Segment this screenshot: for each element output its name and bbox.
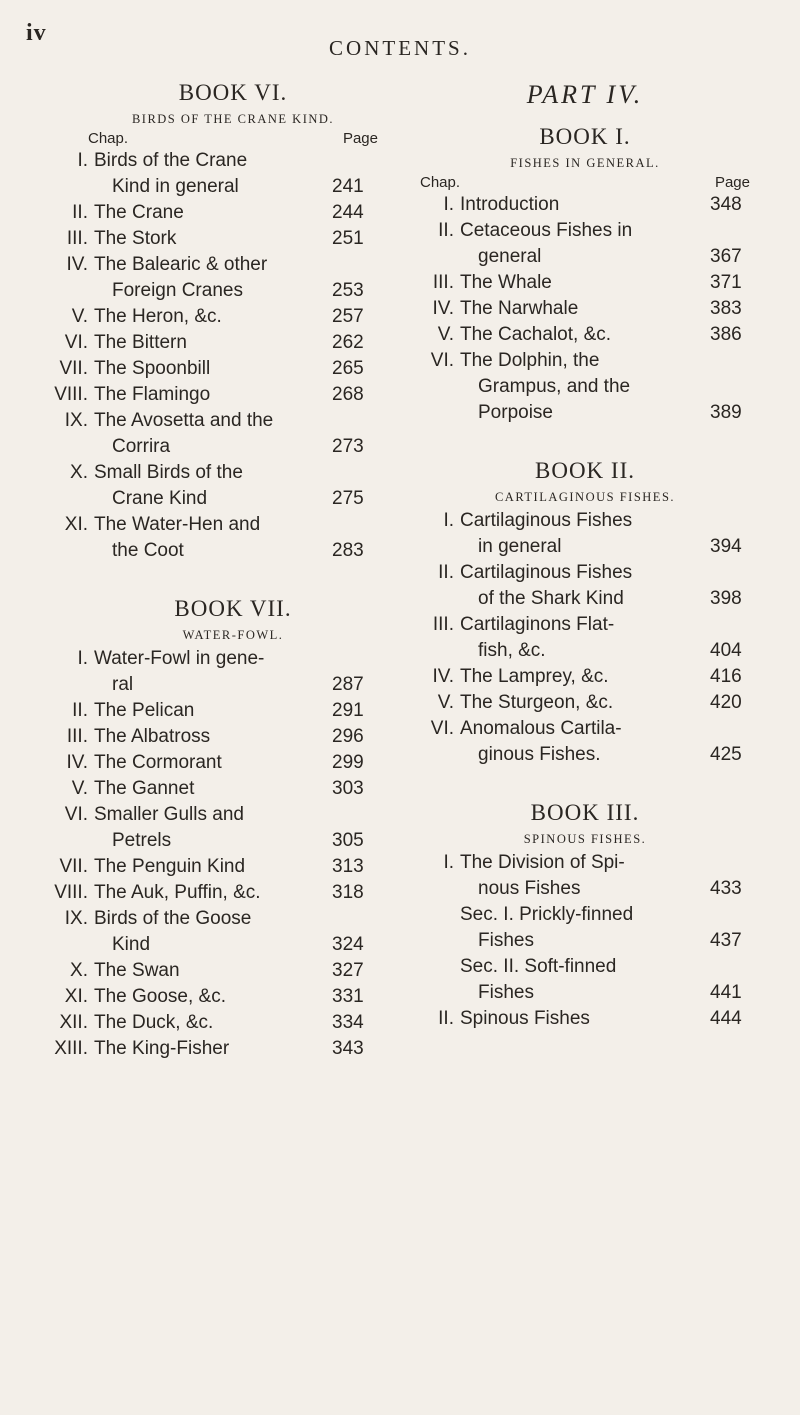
page-ref: 324	[332, 934, 364, 955]
page-number: iv	[26, 20, 47, 46]
page-ref: 265	[332, 358, 364, 379]
chapter-title-line: Corrira	[112, 436, 171, 457]
toc-entry	[64, 802, 378, 854]
chapter-title	[94, 408, 326, 460]
chapter-title-line: Cartilaginous Fishes	[460, 510, 633, 531]
chapter-title	[460, 664, 704, 690]
toc-entry	[77, 148, 378, 200]
chapter-title	[460, 270, 704, 296]
chapter-title-line: The Sturgeon, &c.	[460, 692, 614, 713]
chapter-number: III.	[66, 228, 88, 249]
toc-entry	[420, 192, 750, 218]
right-column	[420, 78, 750, 1032]
toc-entry	[420, 296, 750, 322]
chapter-title-line: of the Shark Kind	[478, 588, 624, 609]
chapter-title-line: The Lamprey, &c.	[460, 666, 609, 687]
chapter-title	[94, 304, 326, 330]
book-gap	[420, 426, 750, 456]
chapter-title	[94, 252, 326, 304]
chapter-title	[94, 984, 326, 1010]
page-ref: 416	[710, 666, 742, 687]
chapter-number: IX.	[64, 908, 88, 929]
toc-entry	[54, 1036, 378, 1062]
book-subtitle: SPINOUS FISHES.	[523, 832, 647, 846]
chapter-title-line: Sec. I. Prickly-finned	[460, 904, 634, 925]
chapter-title-line: The Avosetta and the	[94, 410, 274, 431]
page-ref: 444	[710, 1008, 742, 1029]
chapter-title-line: Introduction	[460, 194, 560, 215]
chapter-number: I.	[443, 510, 454, 531]
page-ref: 313	[332, 856, 364, 877]
chapter-title	[94, 460, 326, 512]
toc-entry	[71, 776, 378, 802]
chapter-number: VII.	[59, 856, 88, 877]
chapter-title-line: Cetaceous Fishes in	[460, 220, 633, 241]
chapter-number: III.	[432, 614, 454, 635]
toc-entry	[420, 690, 750, 716]
book-subtitle: FISHES IN GENERAL.	[510, 156, 660, 170]
book-title: BOOK II.	[535, 458, 635, 483]
chapter-title	[460, 322, 704, 348]
page-ref: 241	[332, 176, 364, 197]
chapter-title-line: ral	[112, 674, 134, 695]
toc-entry	[54, 382, 378, 408]
page-ref: 367	[710, 246, 742, 267]
page-ref: 283	[332, 540, 364, 561]
page-ref: 296	[332, 726, 364, 747]
chapter-number: VI.	[64, 804, 88, 825]
book-subtitle: WATER-FOWL.	[182, 628, 284, 642]
chapter-number: IX.	[64, 410, 88, 431]
chapter-title-line: The Pelican	[94, 700, 195, 721]
page-ref: 386	[710, 324, 742, 345]
chapter-title-line: Spinous Fishes	[460, 1008, 590, 1029]
toc-entry	[420, 508, 750, 560]
toc-entry	[64, 330, 378, 356]
chapter-title	[94, 1010, 326, 1036]
left-column	[54, 78, 378, 1062]
chapter-number: X.	[70, 462, 88, 483]
chapter-number: III.	[66, 726, 88, 747]
running-title: CONTENTS.	[329, 36, 471, 60]
chapter-title-line: The Goose, &c.	[94, 986, 227, 1007]
chapter-number: I.	[443, 194, 454, 215]
page-ref: 433	[710, 878, 742, 899]
chapter-title-line: The Bittern	[94, 332, 187, 353]
toc-entry	[66, 226, 378, 252]
chapter-column-headers	[420, 174, 750, 192]
toc-entry	[420, 322, 750, 348]
chapter-number: V.	[437, 692, 454, 713]
page-ref: 244	[332, 202, 364, 223]
chap-label: Chap.	[420, 174, 461, 191]
chapter-title-line: The Narwhale	[460, 298, 579, 319]
book-title: BOOK I.	[539, 124, 631, 149]
page-ref: 262	[332, 332, 364, 353]
chapter-title	[94, 646, 326, 698]
chapter-title	[94, 724, 326, 750]
chapter-title-line: Petrels	[112, 830, 172, 851]
page-ref: 303	[332, 778, 364, 799]
chapter-title	[460, 1006, 704, 1032]
chapter-title-line: The Cormorant	[94, 752, 222, 773]
chapter-title-line: Birds of the Crane	[94, 150, 248, 171]
book-subtitle: BIRDS OF THE CRANE KIND.	[131, 112, 335, 126]
chapter-title	[460, 218, 704, 270]
chapter-title	[94, 200, 326, 226]
chapter-number: V.	[437, 324, 454, 345]
chapter-number: II.	[438, 562, 454, 583]
page-ref: 253	[332, 280, 364, 301]
toc-entry	[64, 512, 378, 564]
toc-entry	[59, 356, 378, 382]
chapter-title-line: The Duck, &c.	[94, 1012, 214, 1033]
chapter-title-line: Cartilaginons Flat-	[460, 614, 615, 635]
chapter-title	[460, 954, 704, 1006]
toc-entry	[420, 270, 750, 296]
chapter-number: IV.	[432, 298, 454, 319]
toc-entry	[59, 854, 378, 880]
page-ref: 275	[332, 488, 364, 509]
chapter-number: VII.	[59, 358, 88, 379]
page-ref: 420	[710, 692, 742, 713]
toc-entry	[64, 984, 378, 1010]
chapter-number: I.	[443, 852, 454, 873]
chapter-title	[94, 802, 326, 854]
chapter-title-line: The Balearic & other	[94, 254, 268, 275]
chapter-title-line: The Heron, &c.	[94, 306, 222, 327]
toc-entry	[54, 880, 378, 906]
chapter-title	[94, 382, 326, 408]
chapter-number: II.	[438, 220, 454, 241]
page-ref: 287	[332, 674, 364, 695]
chapter-number: I.	[77, 150, 88, 171]
chapter-title	[460, 612, 704, 664]
page-ref: 273	[332, 436, 364, 457]
page-ref: 389	[710, 402, 742, 423]
book-gap	[88, 564, 378, 594]
chapter-title-line: general	[478, 246, 542, 267]
page-ref: 348	[710, 194, 742, 215]
toc-entry	[72, 698, 378, 724]
chapter-title	[460, 192, 704, 218]
chapter-title	[94, 776, 326, 802]
page-ref: 257	[332, 306, 364, 327]
page-ref: 437	[710, 930, 742, 951]
chapter-title	[460, 560, 704, 612]
chapter-number: II.	[72, 700, 88, 721]
chapter-title	[460, 296, 704, 322]
chapter-number	[420, 902, 460, 954]
toc-entry	[59, 1010, 378, 1036]
chapter-title	[94, 750, 326, 776]
toc-entry	[66, 750, 378, 776]
toc-entry	[420, 902, 750, 954]
chapter-title-line: Porpoise	[478, 402, 553, 423]
chapter-title	[460, 348, 704, 426]
chapter-title	[94, 1036, 326, 1062]
page-label: Page	[342, 130, 378, 147]
page-ref: 334	[332, 1012, 364, 1033]
toc-entry	[72, 200, 378, 226]
chapter-title	[460, 508, 704, 560]
chapter-title	[94, 356, 326, 382]
chapter-title-line: Foreign Cranes	[112, 280, 243, 301]
chapter-title-line: The Auk, Puffin, &c.	[94, 882, 261, 903]
toc-entry	[420, 218, 750, 270]
chapter-title-line: The Albatross	[94, 726, 211, 747]
chapter-title-line: The Spoonbill	[94, 358, 211, 379]
chapter-number: X.	[70, 960, 88, 981]
chapter-title-line: Kind	[112, 934, 151, 955]
chapter-title-line: Small Birds of the	[94, 462, 243, 483]
chapter-title-line: Water-Fowl in gene-	[94, 648, 265, 669]
toc-entry	[70, 460, 378, 512]
part-title: PART IV.	[526, 80, 644, 109]
chapter-number: II.	[438, 1008, 454, 1029]
toc-entry	[420, 716, 750, 768]
chapter-title-line: The Gannet	[94, 778, 195, 799]
chapter-title-line: Kind in general	[112, 176, 239, 197]
page-ref: 331	[332, 986, 364, 1007]
chapter-number: III.	[432, 272, 454, 293]
chapter-number: VIII.	[54, 384, 88, 405]
chapter-title-line: Sec. II. Soft-finned	[460, 956, 617, 977]
toc-entry	[420, 850, 750, 902]
chapter-number: IV.	[66, 254, 88, 275]
chapter-title-line: Birds of the Goose	[94, 908, 252, 929]
page-ref: 383	[710, 298, 742, 319]
page-ref: 371	[710, 272, 742, 293]
page-ref: 299	[332, 752, 364, 773]
book-subtitle: CARTILAGINOUS FISHES.	[494, 490, 676, 504]
chapter-number: XIII.	[54, 1038, 88, 1059]
chapter-title-line: Cartilaginous Fishes	[460, 562, 633, 583]
page-ref: 318	[332, 882, 364, 903]
chapter-title-line: The Penguin Kind	[94, 856, 246, 877]
chapter-number	[420, 954, 460, 1006]
chapter-title	[460, 690, 704, 716]
chapter-title-line: The Whale	[460, 272, 552, 293]
page-ref: 327	[332, 960, 364, 981]
book-gap	[420, 768, 750, 798]
chapter-title	[94, 906, 326, 958]
toc-entry	[420, 560, 750, 612]
toc-entry	[66, 252, 378, 304]
chapter-number: VIII.	[54, 882, 88, 903]
book-title: BOOK VI.	[178, 80, 288, 105]
toc-entry	[420, 664, 750, 690]
chapter-title-line: Fishes	[478, 930, 534, 951]
chapter-number: IV.	[66, 752, 88, 773]
chapter-title	[460, 902, 704, 954]
toc-entry	[420, 612, 750, 664]
chapter-title-line: The Stork	[94, 228, 177, 249]
chapter-title-line: ginous Fishes.	[478, 744, 601, 765]
chapter-number: IV.	[432, 666, 454, 687]
chapter-title	[94, 148, 326, 200]
chapter-number: V.	[71, 778, 88, 799]
chapter-title	[94, 854, 326, 880]
chapter-title	[460, 716, 704, 768]
chapter-column-headers	[88, 130, 378, 148]
chapter-title	[94, 880, 326, 906]
toc-entry	[420, 348, 750, 426]
book-title: BOOK III.	[530, 800, 640, 825]
chapter-number: XI.	[64, 986, 88, 1007]
chapter-number: XII.	[59, 1012, 88, 1033]
chapter-number: XI.	[64, 514, 88, 535]
chapter-title-line: The Flamingo	[94, 384, 211, 405]
chapter-number: II.	[72, 202, 88, 223]
book-title: BOOK VII.	[174, 596, 292, 621]
chapter-title-line: The Water-Hen and	[94, 514, 261, 535]
page-ref: 441	[710, 982, 742, 1003]
chapter-title-line: Anomalous Cartila-	[460, 718, 622, 739]
chapter-title-line: Fishes	[478, 982, 534, 1003]
right-books	[420, 122, 750, 1032]
toc-entry	[420, 954, 750, 1006]
page-ref: 425	[710, 744, 742, 765]
chapter-number: VI.	[430, 350, 454, 371]
chapter-title-line: fish, &c.	[478, 640, 546, 661]
chapter-title-line: The Swan	[94, 960, 180, 981]
page-ref: 251	[332, 228, 364, 249]
chapter-title-line: Grampus, and the	[478, 376, 631, 397]
chapter-title	[460, 850, 704, 902]
page-ref: 291	[332, 700, 364, 721]
chapter-number: I.	[77, 648, 88, 669]
toc-entry	[71, 304, 378, 330]
toc-entry	[64, 906, 378, 958]
page-ref: 268	[332, 384, 364, 405]
chapter-title-line: The Cachalot, &c.	[460, 324, 612, 345]
toc-entry	[70, 958, 378, 984]
page-ref: 394	[710, 536, 742, 557]
page-ref: 398	[710, 588, 742, 609]
toc-entry	[420, 1006, 750, 1032]
chapter-title-line: The King-Fisher	[94, 1038, 230, 1059]
page-label: Page	[714, 174, 750, 191]
chapter-number: V.	[71, 306, 88, 327]
chapter-title-line: the Coot	[112, 540, 184, 561]
chapter-title	[94, 512, 326, 564]
chapter-title	[94, 330, 326, 356]
chapter-title-line: in general	[478, 536, 562, 557]
chapter-title-line: The Dolphin, the	[460, 350, 600, 371]
chapter-title-line: nous Fishes	[478, 878, 581, 899]
toc-entry	[64, 408, 378, 460]
page-ref: 305	[332, 830, 364, 851]
page-ref: 404	[710, 640, 742, 661]
page-header	[0, 20, 800, 60]
chapter-title-line: The Crane	[94, 202, 184, 223]
chapter-title-line: The Division of Spi-	[460, 852, 625, 873]
toc-entry	[77, 646, 378, 698]
chapter-number: VI.	[430, 718, 454, 739]
chapter-title	[94, 698, 326, 724]
chapter-title-line: Smaller Gulls and	[94, 804, 244, 825]
chapter-title	[94, 226, 326, 252]
toc-entry	[66, 724, 378, 750]
chapter-title	[94, 958, 326, 984]
chap-label: Chap.	[88, 130, 129, 147]
chapter-title-line: Crane Kind	[112, 488, 208, 509]
chapter-number: VI.	[64, 332, 88, 353]
page-ref: 343	[332, 1038, 364, 1059]
